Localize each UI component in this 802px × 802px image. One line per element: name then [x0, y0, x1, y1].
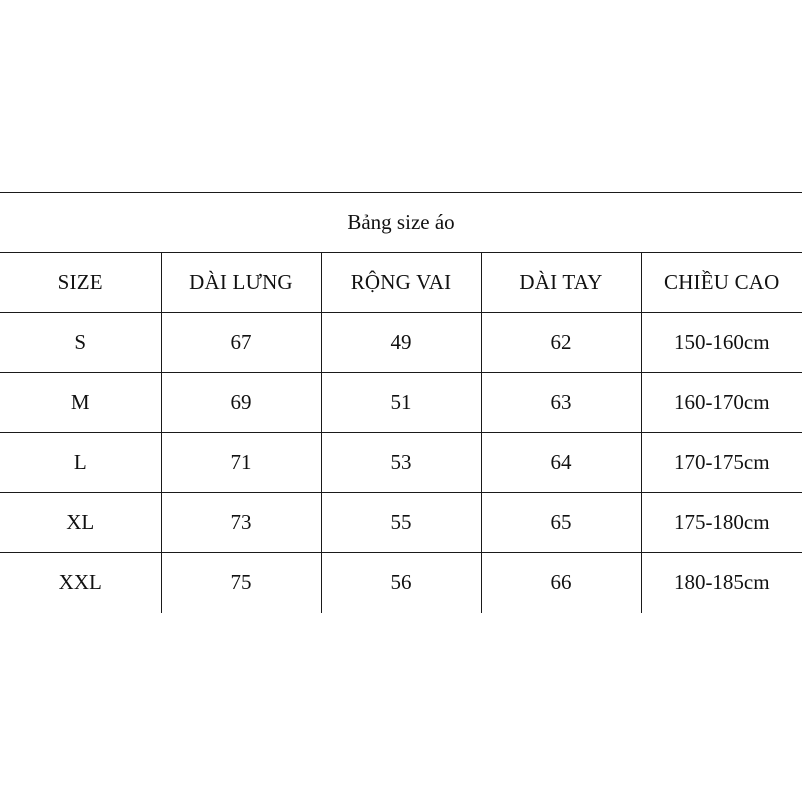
header-shoulder-width: RỘNG VAI	[321, 253, 481, 313]
size-cell: M	[0, 373, 161, 433]
sleeve-length-cell: 64	[481, 433, 641, 493]
shoulder-width-cell: 53	[321, 433, 481, 493]
back-length-cell: 67	[161, 313, 321, 373]
back-length-cell: 69	[161, 373, 321, 433]
size-cell: L	[0, 433, 161, 493]
title-row	[0, 193, 802, 253]
shoulder-width-cell: 55	[321, 493, 481, 553]
height-cell: 160-170cm	[641, 373, 802, 433]
height-cell: 170-175cm	[641, 433, 802, 493]
size-cell: XXL	[0, 553, 161, 613]
back-length-cell: 75	[161, 553, 321, 613]
header-size: SIZE	[0, 253, 161, 313]
sleeve-length-cell: 66	[481, 553, 641, 613]
size-cell: XL	[0, 493, 161, 553]
height-cell: 150-160cm	[641, 313, 802, 373]
table-title: Bảng size áo	[0, 193, 802, 253]
sleeve-length-cell: 62	[481, 313, 641, 373]
sleeve-length-cell: 63	[481, 373, 641, 433]
header-row	[0, 253, 802, 313]
table-row	[0, 433, 802, 493]
back-length-cell: 73	[161, 493, 321, 553]
header-sleeve-length: DÀI TAY	[481, 253, 641, 313]
shoulder-width-cell: 56	[321, 553, 481, 613]
table-row	[0, 313, 802, 373]
table-row	[0, 553, 802, 613]
size-chart-table	[0, 192, 802, 613]
height-cell: 180-185cm	[641, 553, 802, 613]
shoulder-width-cell: 49	[321, 313, 481, 373]
table-row	[0, 493, 802, 553]
sleeve-length-cell: 65	[481, 493, 641, 553]
height-cell: 175-180cm	[641, 493, 802, 553]
back-length-cell: 71	[161, 433, 321, 493]
header-back-length: DÀI LƯNG	[161, 253, 321, 313]
table-row	[0, 373, 802, 433]
size-cell: S	[0, 313, 161, 373]
header-height: CHIỀU CAO	[641, 253, 802, 313]
shoulder-width-cell: 51	[321, 373, 481, 433]
